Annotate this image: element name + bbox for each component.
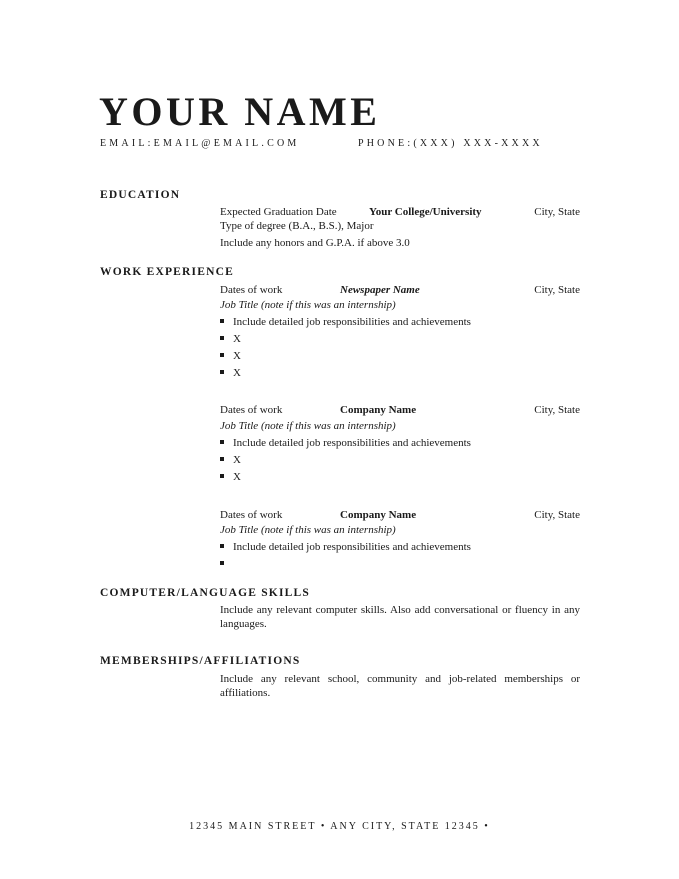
job-title: Job Title (note if this was an internship) <box>220 524 396 536</box>
job-organization: Newspaper Name <box>340 284 420 296</box>
bullet-square-icon <box>220 336 224 340</box>
job-title: Job Title (note if this was an internship) <box>220 420 396 432</box>
work-experience-heading: WORK EXPERIENCE <box>100 266 234 278</box>
memberships-heading: MEMBERSHIPS/AFFILIATIONS <box>100 655 301 667</box>
job-location: City, State <box>534 509 580 521</box>
job-bullet: X <box>220 332 241 346</box>
job-bullet: X <box>220 470 241 484</box>
job-dates: Dates of work <box>220 284 283 296</box>
job-dates: Dates of work <box>220 404 283 416</box>
job-row <box>220 403 580 417</box>
job-organization: Company Name <box>340 404 417 416</box>
job-row <box>220 283 580 297</box>
skills-heading: COMPUTER/LANGUAGE SKILLS <box>100 587 310 599</box>
job-bullet: X <box>220 366 241 380</box>
bullet-square-icon <box>220 474 224 478</box>
degree-line: Type of degree (B.A., B.S.), Major <box>220 220 374 232</box>
job-row <box>220 508 580 522</box>
memberships-text: Include any relevant school, community and job-related memberships or affiliations. <box>220 673 580 699</box>
school-location: City, State <box>534 206 580 218</box>
school-name: Your College/University <box>369 206 482 218</box>
job-bullet: X <box>220 453 241 467</box>
bullet-square-icon <box>220 353 224 357</box>
bullet-square-icon <box>220 319 224 323</box>
job-dates: Dates of work <box>220 509 283 521</box>
footer-address: 12345 MAIN STREET • ANY CITY, STATE 12345 • <box>189 821 490 832</box>
skills-text: Include any relevant computer skills. Also add conversational or fluency in any languages. <box>220 604 580 630</box>
bullet-square-icon <box>220 457 224 461</box>
bullet-square-icon <box>220 440 224 444</box>
email-contact: EMAIL:EMAIL@EMAIL.COM <box>100 138 300 149</box>
job-bullet: Include detailed job responsibilities and achievements <box>220 436 471 450</box>
bullet-square-icon <box>220 370 224 374</box>
honors-line: Include any honors and G.P.A. if above 3.0 <box>220 237 410 249</box>
job-bullet: Include detailed job responsibilities and achievements <box>220 315 471 329</box>
job-title: Job Title (note if this was an internship) <box>220 299 396 311</box>
resume-name: YOUR NAME <box>99 89 381 134</box>
job-organization: Company Name <box>340 509 417 521</box>
education-heading: EDUCATION <box>100 189 181 201</box>
job-location: City, State <box>534 404 580 416</box>
phone-contact: PHONE:(XXX) XXX-XXXX <box>358 138 543 149</box>
job-bullet: X <box>220 349 241 363</box>
bullet-square-icon <box>220 544 224 548</box>
job-bullet <box>220 557 233 571</box>
graduation-date: Expected Graduation Date <box>220 206 337 218</box>
education-row <box>220 205 580 219</box>
job-location: City, State <box>534 284 580 296</box>
bullet-square-icon <box>220 561 224 565</box>
job-bullet: Include detailed job responsibilities and achievements <box>220 540 471 554</box>
